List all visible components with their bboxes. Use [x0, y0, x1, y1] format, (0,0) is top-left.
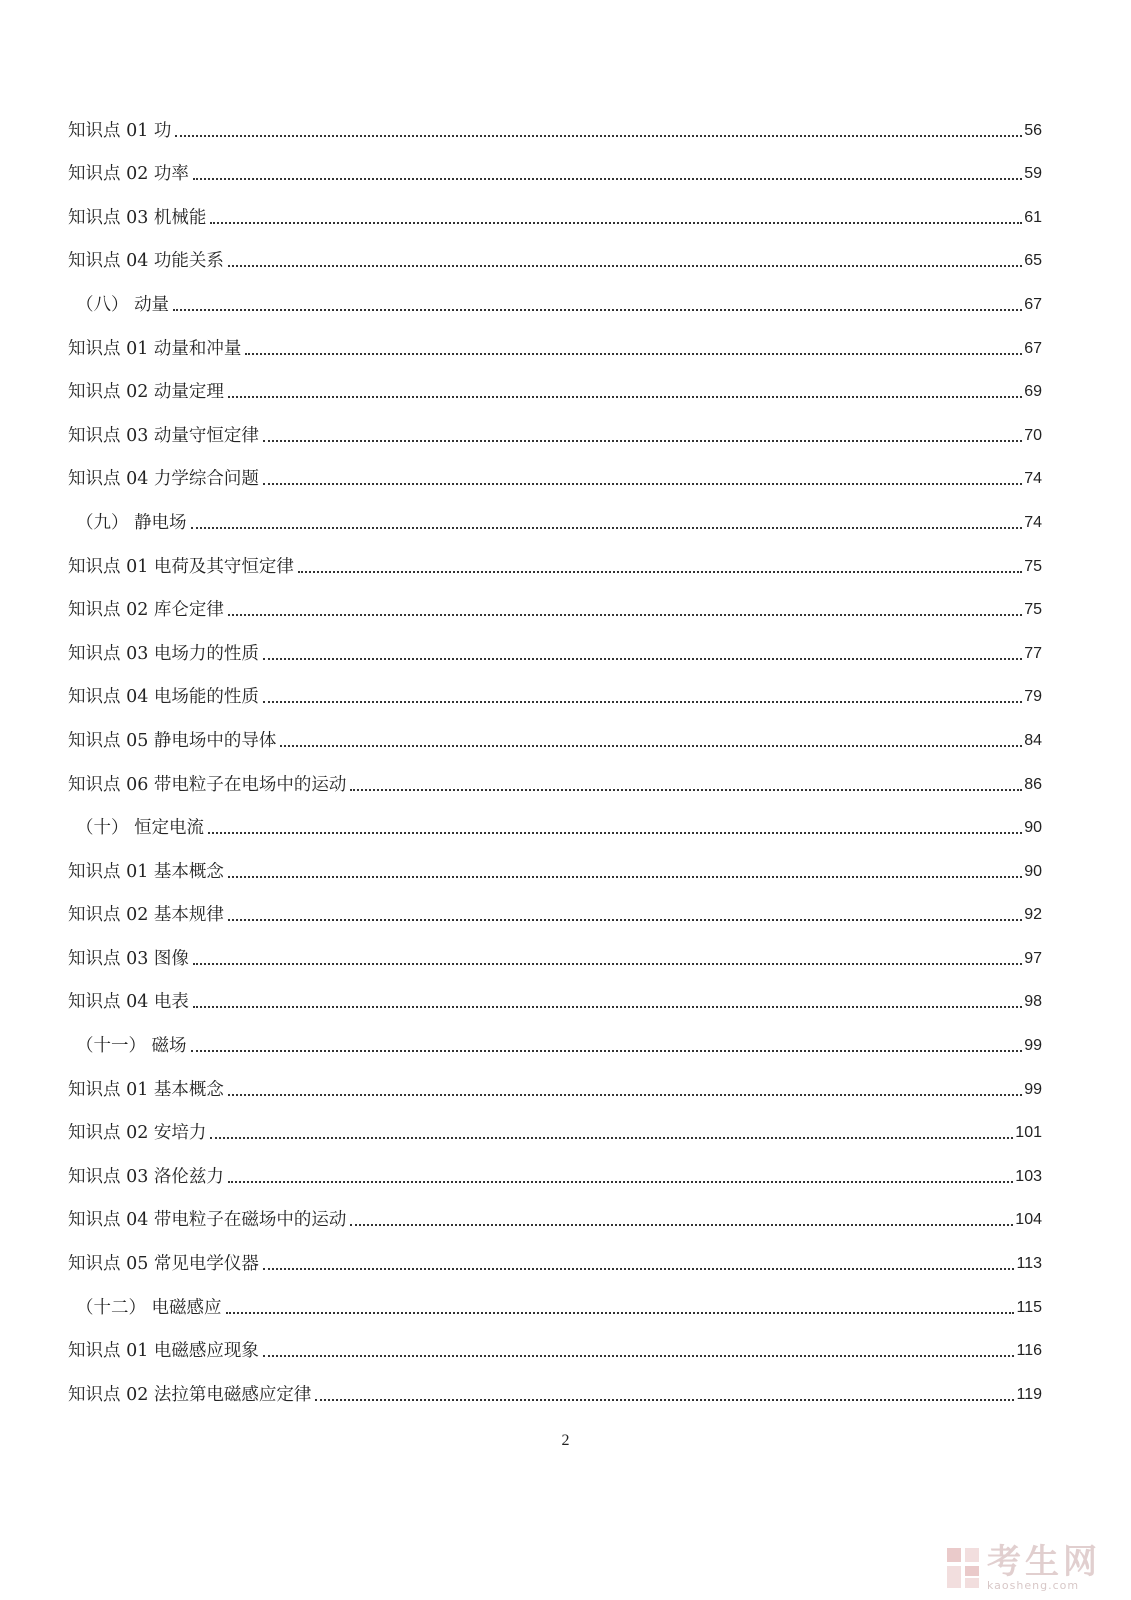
- toc-entry-title: 知识点 04 功能关系: [68, 251, 224, 272]
- toc-dot-leader: [263, 658, 1022, 660]
- toc-item-row[interactable]: [68, 364, 1042, 408]
- toc-entry-title: 知识点 01 基本概念: [68, 1079, 224, 1100]
- toc-entry-title: 知识点 01 功: [68, 120, 172, 141]
- toc-entry-page: 104: [1015, 1211, 1042, 1229]
- toc-dot-leader: [193, 963, 1022, 965]
- toc-entry-title: 知识点 04 电场能的性质: [68, 687, 259, 708]
- toc-dot-leader: [228, 1181, 1013, 1183]
- toc-entry-title: 知识点 01 电磁感应现象: [68, 1341, 259, 1362]
- toc-entry-title: 知识点 01 电荷及其守恒定律: [68, 556, 294, 577]
- toc-dot-leader: [193, 178, 1022, 180]
- toc-item-row[interactable]: [68, 625, 1042, 669]
- toc-entry-title: 知识点 01 基本概念: [68, 861, 224, 882]
- toc-item-row[interactable]: [68, 1148, 1042, 1192]
- toc-dot-leader: [191, 527, 1023, 529]
- toc-dot-leader: [350, 1224, 1013, 1226]
- toc-item-row[interactable]: [68, 669, 1042, 713]
- toc-entry-title: 知识点 04 带电粒子在磁场中的运动: [68, 1210, 347, 1231]
- toc-entry-title: 知识点 04 力学综合问题: [68, 469, 259, 490]
- toc-dot-leader: [210, 222, 1022, 224]
- toc-entry-title: 知识点 04 电表: [68, 992, 189, 1013]
- toc-dot-leader: [280, 745, 1022, 747]
- toc-entry-page: 99: [1024, 1037, 1042, 1055]
- watermark: [945, 1544, 1101, 1592]
- toc-entry-page: 90: [1024, 862, 1042, 880]
- toc-entry-page: 74: [1024, 513, 1042, 531]
- toc-item-row[interactable]: [68, 1366, 1042, 1410]
- toc-item-row[interactable]: [68, 582, 1042, 626]
- toc-section-row[interactable]: [68, 494, 1042, 538]
- toc-dot-leader: [228, 1094, 1022, 1096]
- toc-entry-page: 74: [1024, 470, 1042, 488]
- toc-item-row[interactable]: [68, 1235, 1042, 1279]
- toc-entry-title: 知识点 03 动量守恒定律: [68, 425, 259, 446]
- toc-entry-page: 99: [1024, 1080, 1042, 1098]
- toc-dot-leader: [228, 396, 1022, 398]
- toc-entry-page: 98: [1024, 993, 1042, 1011]
- toc-entry-title: 知识点 05 常见电学仪器: [68, 1254, 259, 1275]
- toc-entry-page: 65: [1024, 252, 1042, 270]
- toc-dot-leader: [210, 1137, 1013, 1139]
- toc-dot-leader: [350, 789, 1022, 791]
- toc-dot-leader: [175, 135, 1022, 137]
- toc-entry-title: （九） 静电场: [76, 512, 187, 533]
- toc-dot-leader: [228, 919, 1022, 921]
- toc-entry-page: 101: [1015, 1124, 1042, 1142]
- toc-entry-page: 119: [1016, 1385, 1042, 1403]
- toc-entry-title: 知识点 02 基本规律: [68, 905, 224, 926]
- toc-entry-title: 知识点 03 图像: [68, 948, 189, 969]
- toc-entry-page: 67: [1024, 339, 1042, 357]
- toc-dot-leader: [228, 876, 1022, 878]
- toc-entry-page: 77: [1024, 644, 1042, 662]
- toc-section-row[interactable]: [68, 1279, 1042, 1323]
- toc-entry-title: （十） 恒定电流: [76, 818, 205, 839]
- toc-section-row[interactable]: [68, 1017, 1042, 1061]
- toc-entry-page: 113: [1016, 1255, 1042, 1273]
- toc-item-row[interactable]: [68, 756, 1042, 800]
- toc-entry-page: 61: [1024, 208, 1042, 226]
- toc-dot-leader: [208, 832, 1022, 834]
- toc-entry-page: 70: [1024, 426, 1042, 444]
- toc-entry-title: 知识点 02 库仑定律: [68, 600, 224, 621]
- toc-entry-page: 67: [1024, 295, 1042, 313]
- toc-entry-title: 知识点 06 带电粒子在电场中的运动: [68, 774, 347, 795]
- toc-item-row[interactable]: [68, 1061, 1042, 1105]
- toc-item-row[interactable]: [68, 146, 1042, 190]
- toc-entry-title: 知识点 03 电场力的性质: [68, 643, 259, 664]
- toc-dot-leader: [226, 1312, 1015, 1314]
- toc-entry-title: 知识点 02 安培力: [68, 1123, 207, 1144]
- toc-entry-page: 69: [1024, 383, 1042, 401]
- toc-item-row[interactable]: [68, 189, 1042, 233]
- toc-dot-leader: [263, 701, 1022, 703]
- toc-item-row[interactable]: [68, 320, 1042, 364]
- toc-item-row[interactable]: [68, 930, 1042, 974]
- toc-dot-leader: [315, 1399, 1014, 1401]
- toc-entry-title: 知识点 02 动量定理: [68, 382, 224, 403]
- toc-dot-leader: [263, 483, 1022, 485]
- toc-entry-title: （八） 动量: [76, 294, 170, 315]
- toc-item-row[interactable]: [68, 974, 1042, 1018]
- toc-entry-title: 知识点 03 机械能: [68, 207, 207, 228]
- toc-entry-page: 84: [1024, 731, 1042, 749]
- toc-dot-leader: [191, 1050, 1023, 1052]
- toc-item-row[interactable]: [68, 712, 1042, 756]
- watermark-domain: kaosheng.com: [987, 1579, 1080, 1592]
- toc-item-row[interactable]: [68, 233, 1042, 277]
- toc-section-row[interactable]: [68, 276, 1042, 320]
- toc-entry-page: 103: [1015, 1167, 1042, 1185]
- table-of-contents: [68, 102, 1042, 1410]
- toc-dot-leader: [263, 1268, 1015, 1270]
- toc-item-row[interactable]: [68, 102, 1042, 146]
- toc-entry-title: 知识点 05 静电场中的导体: [68, 730, 277, 751]
- toc-entry-title: 知识点 02 法拉第电磁感应定律: [68, 1384, 312, 1405]
- toc-item-row[interactable]: [68, 887, 1042, 931]
- toc-entry-page: 75: [1024, 601, 1042, 619]
- toc-entry-page: 115: [1016, 1298, 1042, 1316]
- toc-entry-page: 79: [1024, 688, 1042, 706]
- toc-entry-page: 90: [1024, 819, 1042, 837]
- toc-item-row[interactable]: [68, 1192, 1042, 1236]
- toc-dot-leader: [263, 1355, 1015, 1357]
- toc-dot-leader: [298, 571, 1022, 573]
- toc-entry-title: 知识点 02 功率: [68, 164, 189, 185]
- toc-entry-title: （十一） 磁场: [76, 1036, 187, 1057]
- toc-entry-title: 知识点 01 动量和冲量: [68, 338, 242, 359]
- toc-dot-leader: [245, 353, 1022, 355]
- toc-entry-page: 75: [1024, 557, 1042, 575]
- toc-entry-page: 59: [1024, 165, 1042, 183]
- toc-item-row[interactable]: [68, 407, 1042, 451]
- toc-entry-page: 56: [1024, 121, 1042, 139]
- toc-entry-page: 97: [1024, 949, 1042, 967]
- toc-entry-page: 92: [1024, 906, 1042, 924]
- toc-dot-leader: [193, 1006, 1022, 1008]
- toc-entry-page: 116: [1016, 1342, 1042, 1360]
- toc-item-row[interactable]: [68, 1323, 1042, 1367]
- toc-dot-leader: [263, 440, 1022, 442]
- toc-section-row[interactable]: [68, 800, 1042, 844]
- toc-dot-leader: [173, 309, 1022, 311]
- watermark-name: 考生网: [987, 1542, 1101, 1582]
- toc-dot-leader: [228, 265, 1022, 267]
- page-number: 2: [561, 1432, 570, 1449]
- toc-item-row[interactable]: [68, 538, 1042, 582]
- toc-entry-title: 知识点 03 洛伦兹力: [68, 1166, 224, 1187]
- toc-item-row[interactable]: [68, 451, 1042, 495]
- kaosheng-logo-icon: [945, 1546, 981, 1590]
- toc-dot-leader: [228, 614, 1022, 616]
- toc-entry-title: （十二） 电磁感应: [76, 1297, 222, 1318]
- toc-item-row[interactable]: [68, 1105, 1042, 1149]
- toc-entry-page: 86: [1024, 775, 1042, 793]
- toc-item-row[interactable]: [68, 843, 1042, 887]
